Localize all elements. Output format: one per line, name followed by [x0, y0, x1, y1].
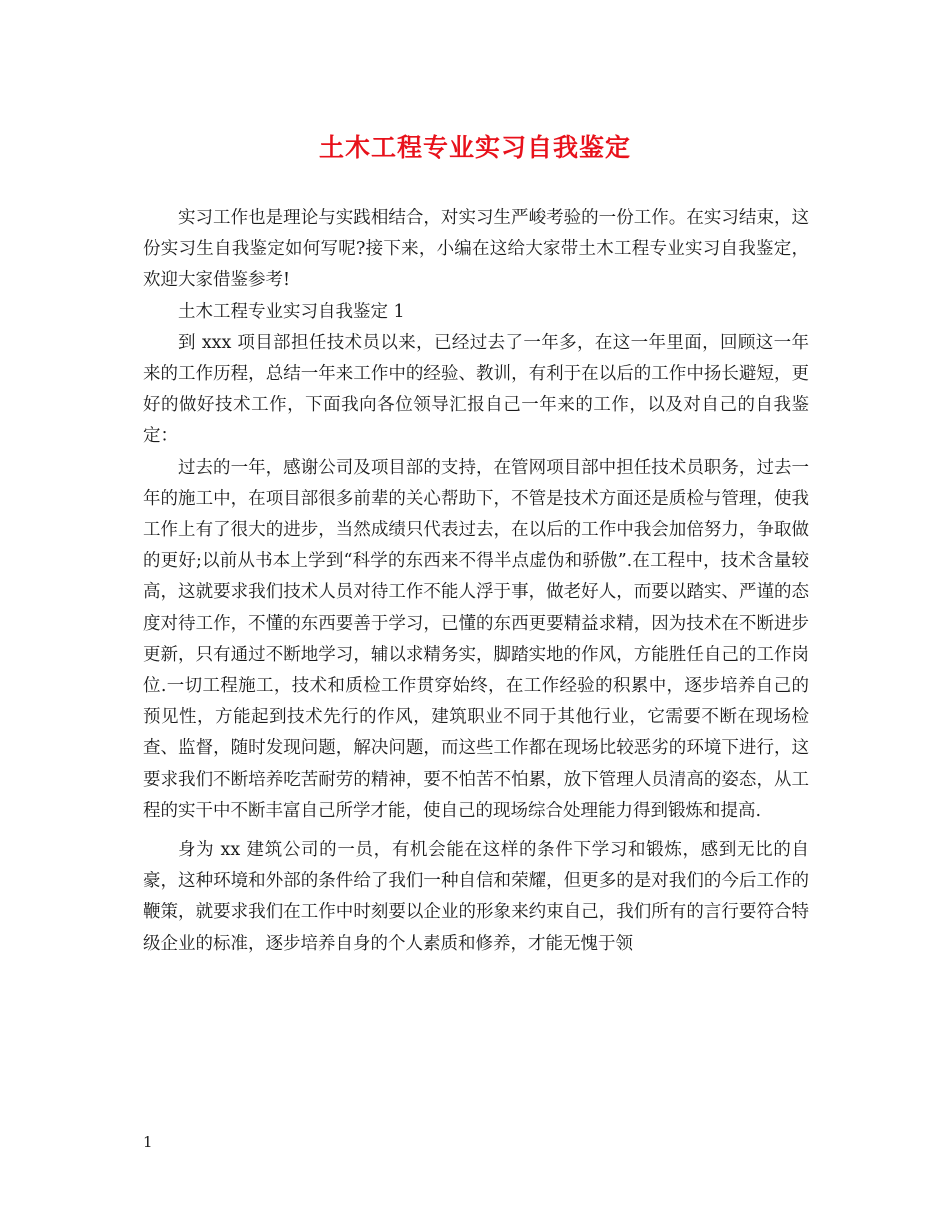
body-paragraph-3: 身为 xx 建筑公司的一员，有机会能在这样的条件下学习和锻炼，感到无比的自豪，这种环境和外部的条件给了我们一种自信和荣耀，但更多的是对我们的今后工作的鞭策，就要求我们在工作中时刻要以企业的形象来约束自己，我们所有的言行要符合特级企业的标准，逐步培养自身的个人素质和修养，才能无愧于领 [143, 840, 809, 954]
page-title: 土木工程专业实习自我鉴定 [318, 133, 631, 162]
page-number: 1 [143, 1133, 153, 1151]
section-heading: 土木工程专业实习自我鉴定 1 [178, 301, 405, 322]
body-paragraph-1: 到 xxx 项目部担任技术员以来，已经过去了一年多，在这一年里面，回顾这一年来的工作历程，总结一年来工作中的经验、教训，有利于在以后的工作中扬长避短，更好的做好技术工作，下面我向各位领导汇报自己一年来的工作，以及对自己的自我鉴定： [143, 332, 809, 447]
body-paragraph-2: 过去的一年，感谢公司及项目部的支持，在管网项目部中担任技术员职务，过去一年的施工中，在项目部很多前辈的关心帮助下，不管是技术方面还是质检与管理，使我工作上有了很大的进步，当然成绩只代表过去，在以后的工作中我会加倍努力，争取做的更好;以前从书本上学到“科学的东西来不得半点虚伪和骄傲”.在工程中，技术含量较高，这就要求我们技术人员对待工作不能人浮于事，做老好人，而要以踏实、严谨的态度对待工作，不懂的东西要善于学习，已懂的东西更要精益求精，因为技术在不断进步更新，只有通过不断地学习，辅以求精务实，脚踏实地的作风，方能胜任自己的工作岗位.一切工程施工，技术和质检工作贯穿始终，在工作经验的积累中，逐步培养自己的预见性，方能起到技术先行的作风，建筑职业不同于其他行业，它需要不断在现场检查、监督，随时发现问题，解决问题，而这些工作都在现场比较恶劣的环境下进行，这要求我们不断培养吃苦耐劳的精神，要不怕苦不怕累，放下管理人员清高的姿态，从工程的实干中不断丰富自己所学才能，使自己的现场综合处理能力得到锻炼和提高. [143, 457, 809, 821]
document-body [143, 203, 809, 960]
intro-paragraph: 实习工作也是理论与实践相结合，对实习生严峻考验的一份工作。在实习结束，这份实习生自我鉴定如何写呢?接下来，小编在这给大家带土木工程专业实习自我鉴定，欢迎大家借鉴参考! [143, 208, 809, 291]
